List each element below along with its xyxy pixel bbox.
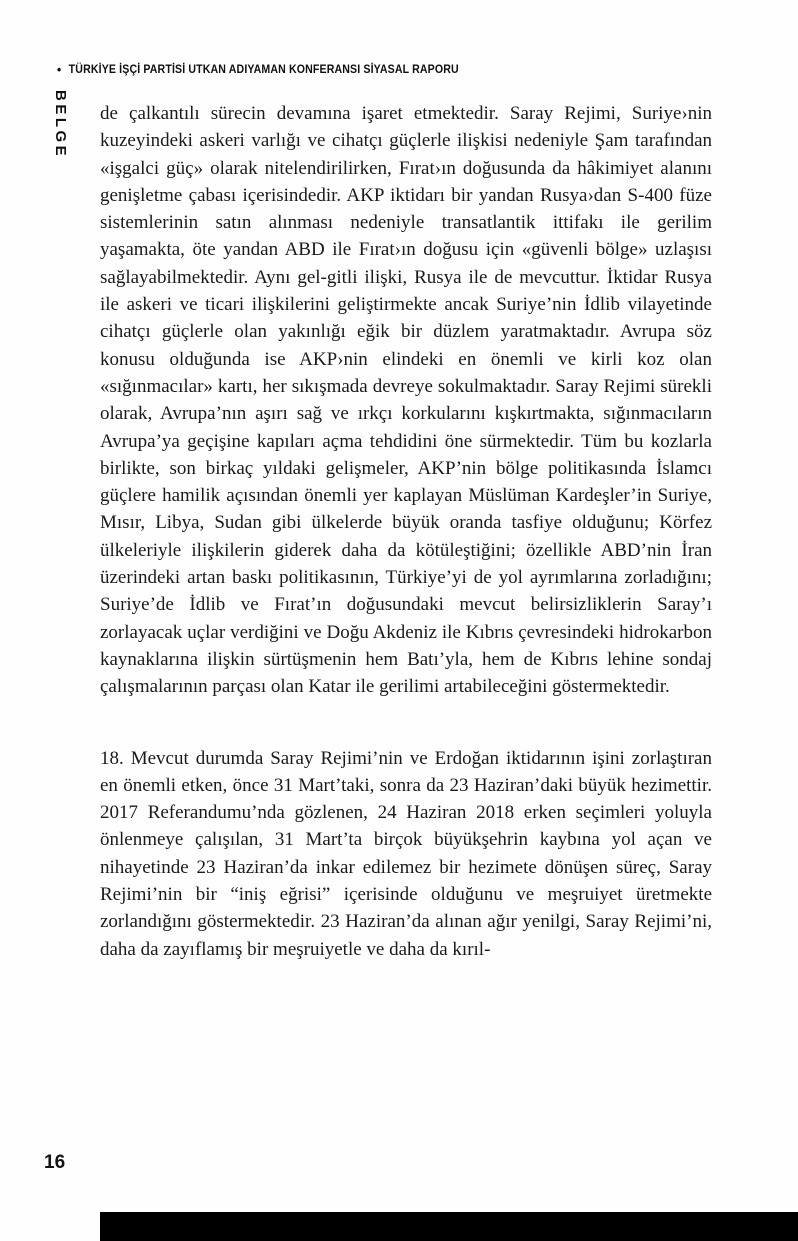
- report-header: [57, 63, 459, 76]
- body-text: [100, 100, 712, 963]
- side-margin-label: BELGE: [52, 90, 69, 160]
- header-bullet-icon: •: [57, 62, 62, 77]
- paragraph-item-18: 18. Mevcut durumda Saray Rejimi’nin ve Erdoğan iktidarının işini zorlaştıran en önemli etken, önce 31 Mart’taki, sonra da 23 Haziran’daki büyük hezimettir. 2017 Referandumu’nda gözlenen, 24 Haziran 2018 erken seçimleri yoluyla önlenmeye çalışılan, 31 Mart’ta birçok büyükşehrin kaybına yol açan ve nihayetinde 23 Haziran’da inkar edilemez bir hezimete dönüşen süreç, Saray Rejimi’nin bir “iniş eğrisi” içerisinde olduğunu ve meşruiyet üretmekte zorlandığını göstermektedir. 23 Haziran’da alınan ağır yenilgi, Saray Rejimi’ni, daha da zayıflamış bir meşruiyetle ve daha da kırıl-: [100, 747, 712, 960]
- page-number: 16: [44, 1152, 66, 1173]
- bottom-black-bar: [100, 1212, 798, 1241]
- paragraph-continuation: de çalkantılı sürecin devamına işaret etmektedir. Saray Rejimi, Suriye›nin kuzeyindeki askeri varlığı ve cihatçı güçlerle ilişkisi nedeniyle Şam tarafından «işgalci güç» olarak nitelendirilirken, Fırat›ın doğusunda da hâkimiyet alanını genişletme çabası içerisindedir. AKP iktidarı bir yandan Rusya›dan S-400 füze sistemlerinin satın alınması nedeniyle transatlantik ittifakı ile gerilim yaşamakta, öte yandan ABD ile Fırat›ın doğusu için «güvenli bölge» uzlaşısı sağlayabilmektedir. Aynı gel-gitli ilişki, Rusya ile de mevcuttur. İktidar Rusya ile askeri ve ticari ilişkilerini geliştirmekte ancak Suriye’nin İdlib vilayetinde cihatçı güçlerle olan yakınlığı eğik bir düzlem yaratmaktadır. Avrupa söz konusu olduğunda ise AKP›nin elindeki en önemli ve kirli koz olan «sığınmacılar» kartı, her sıkışmada devreye sokulmaktadır. Saray Rejimi sürekli olarak, Avrupa’nın aşırı sağ ve ırkçı korkularını kışkırtmakta, sığınmacıların Avrupa’ya geçişine kapıları açma tehdidini öne sürmektedir. Tüm bu kozlarla birlikte, son birkaç yıldaki gelişmeler, AKP’nin bölge politikasında İslamcı güçlere hamilik açısından önemli yer kaplayan Müslüman Kardeşler’in Suriye, Mısır, Libya, Sudan gibi ülkelerde büyük oranda tasfiye olduğunu; Körfez ülkeleriyle ilişkilerin giderek daha da kötüleştiğini; özellikle ABD’nin İran üzerindeki artan baskı politikasının, Türkiye’yi de yol ayrımlarına zorladığını; Suriye’de İdlib ve Fırat’ın doğusundaki mevcut belirsizliklerin Saray’ı zorlayacak uçlar verdiğini ve Doğu Akdeniz ile Kıbrıs çevresindeki hidrokarbon kaynaklarına ilişkin sürtüşmenin hem Batı’yla, hem de Kıbrıs lehine sondaj çalışmalarının parçası olan Katar ile gerilimi artabileceğini göstermektedir.: [100, 103, 712, 698]
- header-title: TÜRKİYE İŞÇİ PARTİSİ UTKAN ADIYAMAN KONFERANSI SİYASAL RAPORU: [68, 63, 459, 76]
